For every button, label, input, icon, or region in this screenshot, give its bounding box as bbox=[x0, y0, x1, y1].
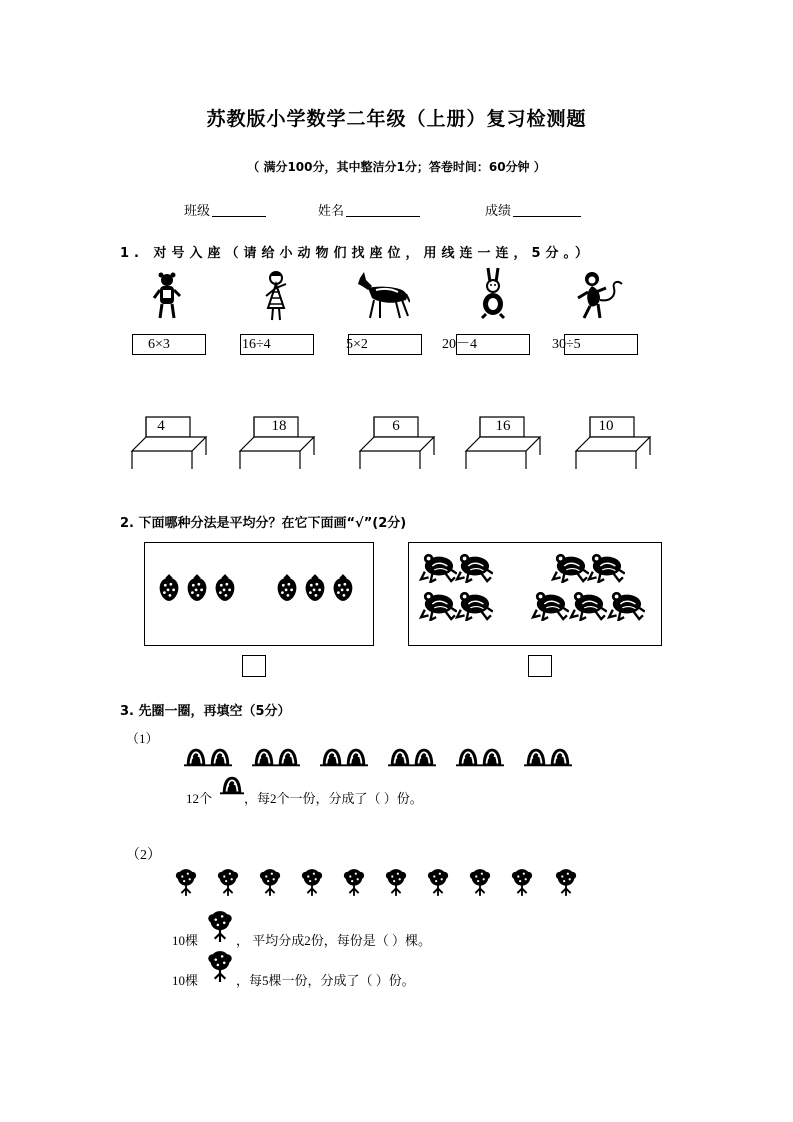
tree-icon bbox=[554, 868, 578, 896]
page-subtitle: （ 满分100分，其中整洁分1分；答卷时间：60分钟 ） bbox=[247, 160, 546, 174]
tree-icon bbox=[206, 950, 234, 982]
frog-icon bbox=[587, 551, 625, 583]
frog-icon bbox=[455, 589, 493, 621]
q3-heading: 3. 先圈一圈，再填空（5分） bbox=[120, 704, 291, 719]
page-title: 苏教版小学数学二年级（上册）复习检测题 bbox=[206, 109, 587, 130]
strawberry-icon bbox=[157, 573, 181, 603]
tree-icon bbox=[426, 868, 450, 896]
strawberry-panel bbox=[144, 542, 374, 646]
frog-icon bbox=[419, 589, 457, 621]
hat-icon bbox=[344, 746, 368, 768]
dog-icon bbox=[356, 272, 410, 320]
frog-panel bbox=[408, 542, 662, 646]
q3-part1-label: （1） bbox=[126, 731, 159, 746]
q3-part1-prefix: 12个 bbox=[186, 791, 213, 806]
q3-part2-line2-prefix: 10棵 bbox=[172, 973, 199, 988]
strawberry-icon bbox=[213, 573, 237, 603]
expression-2: 16÷4 bbox=[242, 337, 271, 352]
tree-icon bbox=[468, 868, 492, 896]
score-field[interactable] bbox=[513, 216, 581, 217]
seat-label-1: 4 bbox=[157, 418, 165, 434]
score-label: 成绩 bbox=[485, 204, 512, 219]
seat-label-5: 10 bbox=[598, 418, 614, 434]
expression-3: 5×2 bbox=[346, 337, 368, 352]
tree-icon bbox=[216, 868, 240, 896]
frog-icon bbox=[551, 551, 589, 583]
tree-icon bbox=[206, 910, 234, 942]
q2-heading: 2. 下面哪种分法是平均分？在它下面画“√”(2分) bbox=[120, 516, 407, 531]
tree-icon bbox=[258, 868, 282, 896]
monkey-icon bbox=[574, 270, 624, 320]
seat-label-2: 18 bbox=[271, 418, 287, 434]
answer-box-right[interactable] bbox=[528, 655, 552, 677]
tree-icon bbox=[300, 868, 324, 896]
strawberry-icon bbox=[275, 573, 299, 603]
bear-icon bbox=[152, 272, 182, 322]
strawberry-icon bbox=[303, 573, 327, 603]
hat-icon bbox=[524, 746, 548, 768]
seat-label-3: 6 bbox=[392, 418, 400, 434]
hat-icon bbox=[412, 746, 436, 768]
hat-icon bbox=[184, 746, 208, 768]
hat-icon bbox=[276, 746, 300, 768]
frog-icon bbox=[455, 551, 493, 583]
frog-icon bbox=[531, 589, 569, 621]
name-field[interactable] bbox=[346, 216, 420, 217]
tree-icon bbox=[174, 868, 198, 896]
hat-icon bbox=[208, 746, 232, 768]
strawberry-icon bbox=[331, 573, 355, 603]
q3-part2-line2-text: ，每5棵一份，分成了（ ）份。 bbox=[236, 973, 415, 988]
q3-part1-text: ，每2个一份，分成了（ ）份。 bbox=[244, 791, 423, 806]
hat-icon bbox=[456, 746, 480, 768]
rabbit-icon bbox=[478, 266, 508, 320]
q3-part2-label: （2） bbox=[126, 848, 161, 863]
class-field[interactable] bbox=[212, 216, 266, 217]
answer-box-left[interactable] bbox=[242, 655, 266, 677]
tree-icon bbox=[384, 868, 408, 896]
tree-icon bbox=[342, 868, 366, 896]
hat-icon bbox=[220, 774, 244, 796]
tree-icon bbox=[510, 868, 534, 896]
class-label: 班级 bbox=[184, 204, 211, 219]
q1-heading: 1. 对号入座（请给小动物们找座位，用线连一连，5分。） bbox=[120, 246, 594, 261]
frog-icon bbox=[419, 551, 457, 583]
girl-icon bbox=[262, 270, 290, 322]
q3-part2-line1-prefix: 10棵 bbox=[172, 933, 199, 948]
expression-1: 6×3 bbox=[148, 337, 170, 352]
name-label: 姓名 bbox=[318, 204, 345, 219]
hat-icon bbox=[388, 746, 412, 768]
strawberry-icon bbox=[185, 573, 209, 603]
expression-5: 30÷5 bbox=[552, 337, 581, 352]
seat-label-4: 16 bbox=[495, 418, 511, 434]
hat-icon bbox=[548, 746, 572, 768]
hat-icon bbox=[320, 746, 344, 768]
hat-icon bbox=[480, 746, 504, 768]
frog-icon bbox=[607, 589, 645, 621]
q3-part2-line1-text: ， 平均分成2份，每份是（ ）棵。 bbox=[236, 933, 432, 948]
hat-icon bbox=[252, 746, 276, 768]
frog-icon bbox=[569, 589, 607, 621]
expression-4: 20－4 bbox=[442, 337, 477, 352]
